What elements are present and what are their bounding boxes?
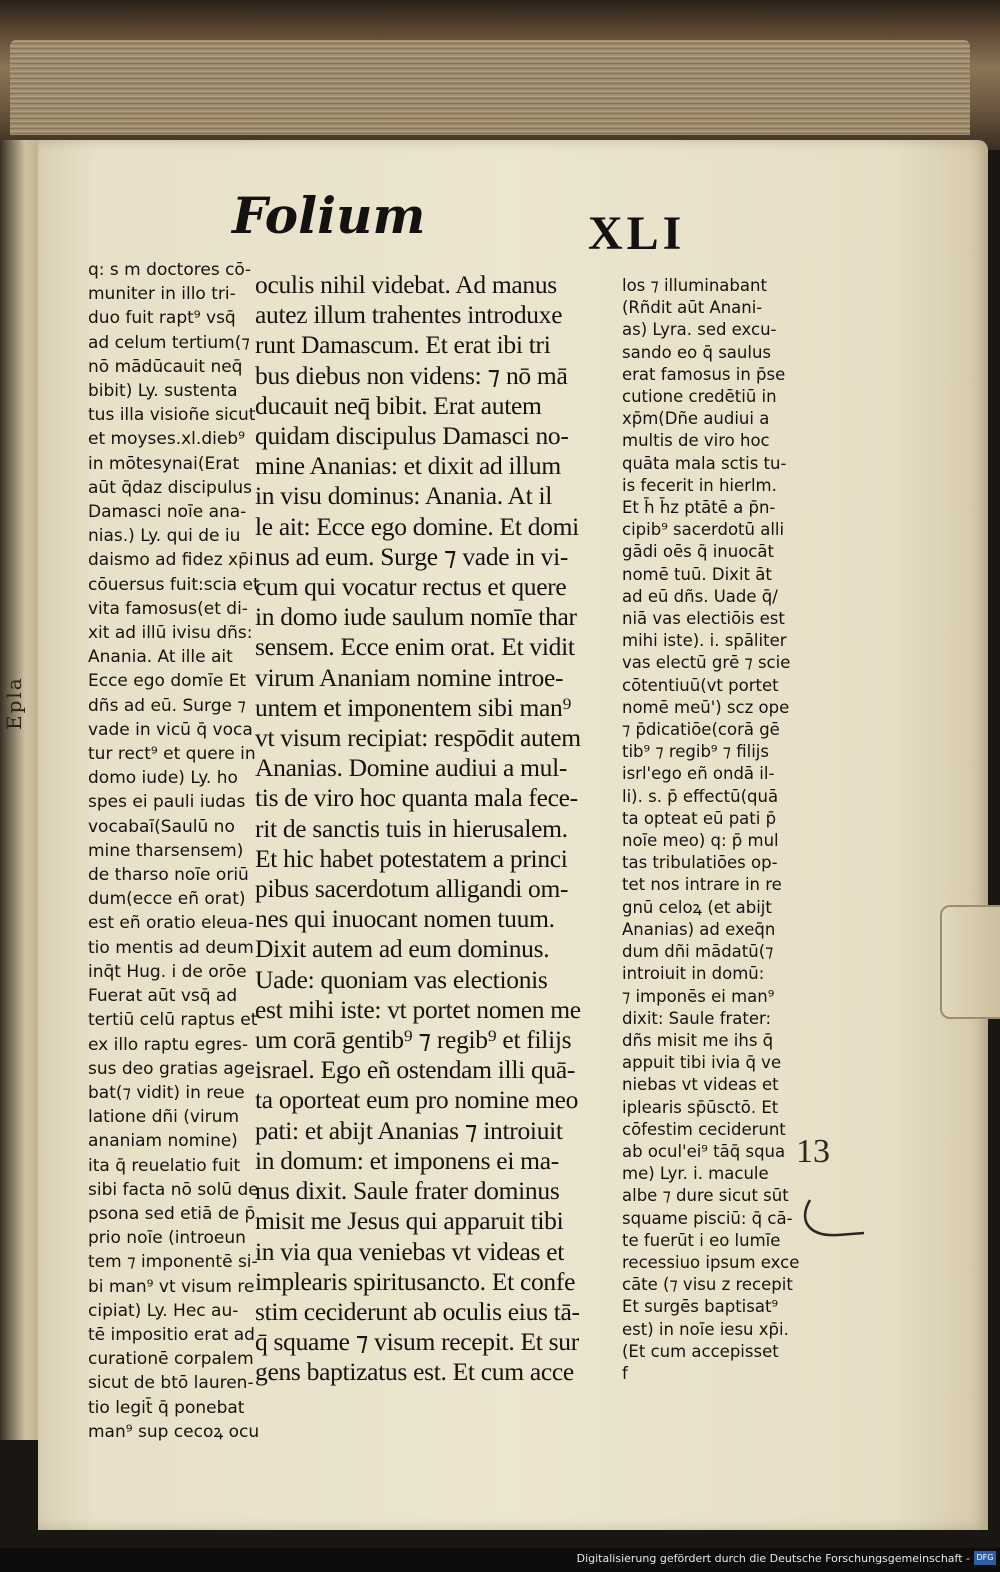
left-text-line: tio mentis ad deum [88, 937, 254, 958]
left-text-line: Anania. At ille ait [88, 647, 233, 668]
center-text-line: Uade: quoniam vas electionis [255, 964, 548, 994]
left-text-line: q: s m doctores cō- [88, 260, 251, 280]
center-text-line: ducauit neq̄ bibit. Erat autem [255, 390, 542, 420]
center-text-line: nus dixit. Saule frater dominus [255, 1176, 560, 1206]
left-text-line: sicut de btō lauren- [88, 1373, 254, 1394]
left-text-line: daismo ad fidez xp̄i [88, 550, 254, 571]
left-text-line: prio noīe (introeun [88, 1228, 246, 1249]
left-text-line: bat(⁊ vidit) in reue [88, 1082, 245, 1103]
right-text-line: iplearis sp̄ūsctō. Et [622, 1097, 779, 1117]
center-text-line: quidam discipulus Damasci no- [255, 421, 569, 451]
center-text-line: in domum: et imponens ei ma- [255, 1145, 559, 1175]
main-text-column [255, 270, 645, 1388]
right-text-line: xp̄m(Dñe audiui a [622, 409, 770, 429]
right-text-line: cōtentiuū(vt portet [622, 675, 779, 695]
right-text-line: dñs misit me ihs q̄ [622, 1030, 774, 1050]
center-text-line: bus diebus non videns: ⁊ nō mā [255, 360, 568, 390]
right-text-line: li). s. p̄ effectū(quā [622, 786, 779, 806]
right-text-line: is fecerit in hierlm. [622, 475, 777, 495]
left-text-line: mine tharsensem) [88, 840, 244, 861]
left-text-line: bibit) Ly. sustenta [88, 381, 238, 402]
marginal-note: 13 [796, 1133, 830, 1170]
center-text-line: pibus sacerdotum alligandi om- [255, 874, 569, 904]
center-text-line: gens baptizatus est. Et cum acce [255, 1357, 574, 1387]
center-text-line: Dixit autem ad eum dominus. [255, 934, 550, 964]
center-text-line: untem et imponentem sibi man⁹ [255, 692, 572, 722]
right-text-line: ⁊ imponēs ei man⁹ [622, 986, 775, 1006]
center-text-line: nes qui inuocant nomen tuum. [255, 904, 555, 934]
center-text-line: vt visum recipiat: respōdit autem [255, 723, 581, 753]
right-gloss-column [622, 275, 827, 1385]
right-text-line: nomē meū') scz ope [622, 697, 790, 717]
left-text-line: spes ei pauli iudas [88, 792, 246, 813]
center-text-line: oculis nihil videbat. Ad manus [255, 270, 557, 299]
center-text-line: israel. Ego eñ ostendam illi quā- [255, 1055, 576, 1085]
left-text-line: domo iude) Ly. ho [88, 768, 238, 789]
right-text-line: as) Lyra. sed excu- [622, 320, 777, 340]
right-text-line: squame pisciū: q̄ cā- [622, 1208, 793, 1228]
left-text-line: xit ad illū ivisu dñs: [88, 623, 253, 644]
left-text-line: in mōtesynai(Erat [88, 453, 240, 474]
center-text-line: pati: et abijt Ananias ⁊ introiuit [255, 1115, 563, 1145]
right-text-line: tet nos intrare in re [622, 875, 782, 895]
right-text-line: Et surgēs baptisat⁹ [622, 1297, 779, 1317]
page-edges [10, 40, 970, 135]
center-text-line: um corā gentib⁹ ⁊ regib⁹ et filijs [255, 1025, 572, 1055]
left-text-line: muniter in illo tri- [88, 284, 236, 305]
marginal-pen-mark [798, 1195, 868, 1240]
left-text-line: ex illo raptu egres- [88, 1034, 248, 1055]
left-text-line: tē impositio erat ad [88, 1324, 255, 1345]
left-text-line: nō mādūcauit neq̄ [88, 356, 243, 377]
footer-credit: Digitalisierung gefördert durch die Deutsche Forschungsgemeinschaft - [576, 1552, 970, 1565]
center-text-line: virum Ananiam nomine introe- [255, 662, 564, 692]
clasp-mark [940, 905, 1000, 1019]
right-text-line: me) Lyr. i. macule [622, 1164, 769, 1184]
right-text-line: Et h̄ h̄z ptātē a p̄n- [622, 498, 776, 518]
center-text-line: in domo iude saulum nomīe thar [255, 602, 577, 632]
right-text-line: nomē tuū. Dixit āt [622, 564, 772, 584]
left-text-line: tem ⁊ imponentē si- [88, 1252, 258, 1273]
center-text-line: in visu dominus: Anania. At il [255, 481, 553, 511]
center-text-line: autez illum trahentes introduxe [255, 300, 563, 330]
left-text-line: sus deo gratias age [88, 1058, 255, 1079]
right-text-line: dum dñi mādatū(⁊ [622, 942, 774, 962]
right-text-line: niā vas electiōis est [622, 609, 785, 629]
right-text-line: te fuerūt i eo lumīe [622, 1230, 781, 1250]
right-text-line: (Rñdit aūt Anani- [622, 298, 763, 318]
left-text-line: duo fuit rapt⁹ vsq̄ [88, 308, 236, 329]
right-text-line: mihi iste). i. spāliter [622, 631, 787, 651]
right-text-line: introiuit in domū: [622, 964, 765, 984]
right-text-line: gnū celoꝝ (et abijt [622, 897, 772, 917]
center-text-line: tis de viro hoc quanta mala fece- [255, 783, 578, 813]
right-text-line: Ananias) ad exeq̄n [622, 919, 776, 939]
right-text-line: recessiuo ipsum exce [622, 1252, 800, 1272]
left-gloss-column [88, 258, 260, 1444]
left-text-line: psona sed etiā de p̄ [88, 1203, 256, 1224]
center-text-line: rit de sanctis tuis in hierusalem. [255, 813, 568, 843]
left-text-line: cōuersus fuit:scia et [88, 574, 260, 595]
center-text-line: sensem. Ecce enim orat. Et vidit [255, 632, 575, 662]
right-text-line: cāte (⁊ visu z recepit [622, 1275, 793, 1295]
left-text-line: ananiam nomine) [88, 1131, 238, 1152]
left-text-line: inq̄t Hug. i de orōe [88, 961, 247, 982]
right-text-line: ta opteat eū pati p̄ [622, 808, 777, 828]
folium-heading: Folium [232, 186, 426, 245]
right-text-line: ad eū dñs. Uade q̄/ [622, 586, 778, 606]
left-text-line: tur rect⁹ et quere in [88, 744, 256, 765]
right-text-line: sando eo q̄ saulus [622, 342, 771, 362]
center-text-line: q̄ squame ⁊ visum recepit. Et sur [255, 1327, 579, 1357]
left-text-line: tertiū celū raptus et [88, 1010, 258, 1031]
center-text-line: mine Ananias: et dixit ad illum [255, 451, 561, 481]
left-text-line: dñs ad eū. Surge ⁊ [88, 695, 246, 716]
left-text-line: bi man⁹ vt visum re [88, 1276, 255, 1297]
right-text-line: erat famosus in p̄se [622, 364, 786, 384]
left-text-line: latione dñi (virum [88, 1107, 239, 1128]
right-text-line: dixit: Saule frater: [622, 1008, 772, 1028]
right-text-line: ⁊ p̄dicatiōe(corā gē [622, 720, 780, 740]
center-text-line: le ait: Ecce ego domine. Et domi [255, 511, 579, 541]
right-text-line: tib⁹ ⁊ regib⁹ ⁊ filijs [622, 742, 769, 762]
right-text-line: cōfestim ceciderunt [622, 1119, 786, 1139]
left-text-line: tus illa visioñe sicut [88, 405, 256, 426]
left-text-line: cipiat) Ly. Hec au- [88, 1300, 239, 1321]
center-text-line: nus ad eum. Surge ⁊ vade in vi- [255, 541, 569, 571]
left-text-line: man⁹ sup cecoꝝ ocu [88, 1421, 260, 1442]
left-text-line: ita q̄ reuelatio fuit [88, 1155, 241, 1176]
center-text-line: misit me Jesus qui apparuit tibi [255, 1206, 564, 1236]
left-text-line: et moyses.xl.dieb⁹ [88, 429, 245, 450]
left-text-line: vocabaī(Saulū no [88, 816, 235, 837]
dfg-logo: DFG [974, 1551, 996, 1565]
left-text-line: dum(ecce eñ orat) [88, 889, 246, 910]
center-text-line: Et hic habet potestatem a princi [255, 843, 568, 873]
left-text-line: tio legit̄ q̄ ponebat [88, 1397, 245, 1418]
left-text-line: Fuerat aūt vsq̄ ad [88, 986, 238, 1007]
left-text-line: ad celum tertium(⁊ [88, 332, 250, 353]
center-text-line: runt Damascum. Et erat ibi tri [255, 330, 551, 360]
right-text-line: noīe meo) q: p̄ mul [622, 831, 779, 851]
right-text-line: los ⁊ illuminabant [622, 276, 767, 295]
right-text-line: appuit tibi ivia q̄ ve [622, 1053, 782, 1073]
center-text-line: est mihi iste: vt portet nomen me [255, 994, 581, 1024]
left-text-line: vade in vicū q̄ voca [88, 719, 253, 740]
right-text-line: vas electū grē ⁊ scie [622, 653, 791, 673]
right-text-line: isrl'ego eñ ondā il- [622, 764, 775, 784]
right-text-line: est) in noīe iesu xp̄i. [622, 1319, 789, 1339]
left-page-text: Epla [2, 676, 26, 730]
center-text-line: implearis spiritusancto. Et confe [255, 1266, 576, 1296]
right-text-line: f [622, 1363, 628, 1383]
center-text-line: stim ceciderunt ab oculis eius tā- [255, 1296, 580, 1326]
right-text-line: ab ocul'ei⁹ tāq̄ squa [622, 1141, 786, 1161]
right-text-line: quāta mala sctis tu- [622, 453, 787, 473]
left-text-line: aūt q̄daz discipulus [88, 477, 252, 498]
left-text-line: sibi facta nō solū de [88, 1179, 259, 1200]
right-text-line: albe ⁊ dure sicut sūt [622, 1186, 789, 1206]
center-text-line: Ananias. Domine audiui a mul- [255, 753, 568, 783]
right-text-line: tas tribulatiōes op- [622, 853, 778, 873]
center-text-line: ta oporteat eum pro nomine meo [255, 1085, 579, 1115]
right-text-line: cipib⁹ sacerdotū alli [622, 520, 785, 540]
right-text-line: niebas vt videas et [622, 1075, 779, 1095]
folio-number: XLI [588, 207, 686, 260]
right-text-line: multis de viro hoc [622, 431, 770, 451]
center-text-line: cum qui vocatur rectus et quere [255, 572, 567, 602]
right-text-line: (Et cum accepisset [622, 1341, 779, 1361]
center-text-line: in via qua veniebas vt videas et [255, 1236, 565, 1266]
right-text-line: gādi oēs q̄ inuocāt [622, 542, 774, 562]
left-text-line: est eñ oratio eleua- [88, 913, 254, 934]
left-text-line: Damasci noīe ana- [88, 502, 247, 523]
left-text-line: curationē corpalem [88, 1349, 254, 1370]
left-text-line: Ecce ego domīe Et [88, 671, 247, 692]
left-text-line: nias.) Ly. qui de iu [88, 526, 241, 547]
left-text-line: vita famosus(et di- [88, 598, 248, 619]
right-text-line: cutione credētiū in [622, 387, 777, 407]
left-text-line: de tharso noīe oriū [88, 865, 249, 886]
